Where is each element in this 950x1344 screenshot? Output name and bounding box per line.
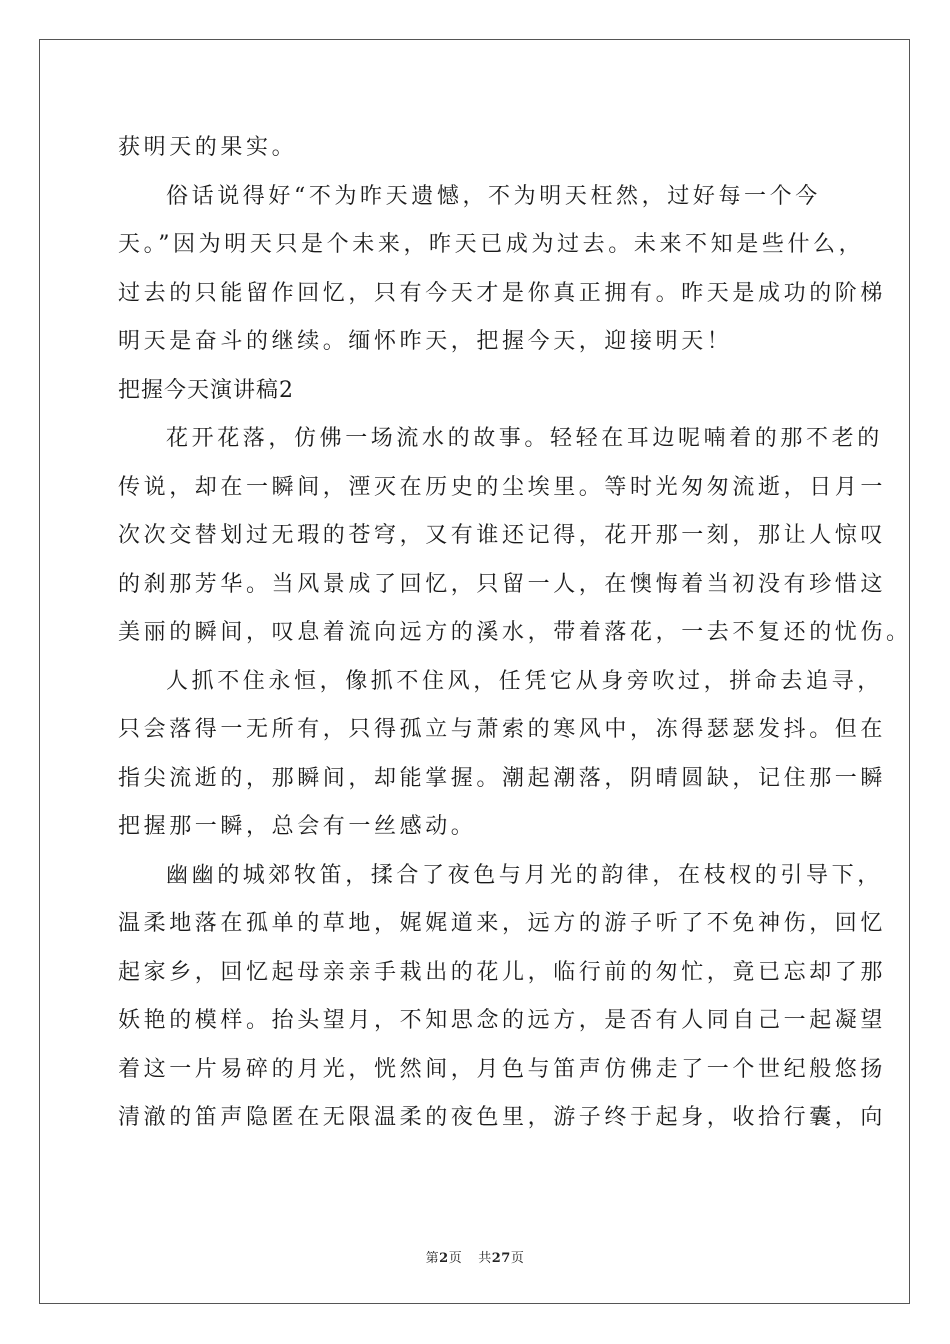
page-suffix: 页: [448, 1251, 463, 1266]
text-line: 温柔地落在孤单的草地，娓娓道来，远方的游子听了不免神伤，回忆: [118, 911, 887, 936]
total-prefix: 共: [478, 1251, 492, 1266]
section-heading: 把握今天演讲稿2: [118, 377, 294, 403]
text-line: 指尖流逝的，那瞬间，却能掌握。潮起潮落，阴晴圆缺，记住那一瞬: [118, 765, 887, 791]
text-line: 妖艳的模样。抬头望月，不知思念的远方，是否有人同自己一起凝望: [118, 1008, 887, 1033]
page-footer: [0, 1247, 950, 1266]
text-line: 传说，却在一瞬间，湮灭在历史的尘埃里。等时光匆匆流逝，日月一: [118, 474, 887, 500]
page-prefix: 第: [425, 1251, 440, 1266]
text-line: 的刹那芳华。当风景成了回忆，只留一人，在懊悔着当初没有珍惜这: [118, 571, 887, 597]
text-line: 明天是奋斗的继续。缅怀昨天，把握今天，迎接明天！: [118, 329, 733, 354]
text-line: 美丽的瞬间，叹息着流向远方的溪水，带着落花，一去不复还的忧伤。: [118, 620, 912, 645]
text-line: 着这一片易碎的月光，恍然间，月色与笛声仿佛走了一个世纪般悠扬: [118, 1056, 887, 1082]
text-line: 清澈的笛声隐匿在无限温柔的夜色里，游子终于起身，收拾行囊，向: [118, 1105, 887, 1130]
text-line: 把握那一瞬，总会有一丝感动。: [118, 814, 477, 839]
text-line: 次次交替划过无瑕的苍穹，又有谁还记得，花开那一刻，那让人惊叹: [118, 523, 887, 548]
text-line: 过去的只能留作回忆，只有今天才是你真正拥有。昨天是成功的阶梯: [118, 280, 887, 306]
text-line: 起家乡，回忆起母亲亲手栽出的花儿，临行前的匆忙，竟已忘却了那: [118, 959, 887, 985]
paragraph-start-line: 俗话说得好“不为昨天遗憾，不为明天枉然，过好每一个今: [166, 183, 821, 209]
paragraph-start-line: 幽幽的城郊牧笛，揉合了夜色与月光的韵律，在枝杈的引导下，: [166, 862, 883, 888]
paragraph-start-line: 人抓不住永恒，像抓不住风，任凭它从身旁吹过，拼命去追寻，: [166, 668, 883, 694]
document-body: [118, 128, 912, 1147]
page-number: 2: [439, 1251, 449, 1266]
text-line: 只会落得一无所有，只得孤立与萧索的寒风中，冻得瑟瑟发抖。但在: [118, 717, 887, 742]
total-pages: 27: [491, 1251, 511, 1266]
total-suffix: 页: [510, 1251, 525, 1266]
paragraph-start-line: 花开花落，仿佛一场流水的故事。轻轻在耳边呢喃着的那不老的: [166, 426, 883, 451]
text-line: 天。”因为明天只是个未来，昨天已成为过去。未来不知是些什么，: [118, 232, 865, 257]
text-line: 获明天的果实。: [118, 135, 298, 160]
